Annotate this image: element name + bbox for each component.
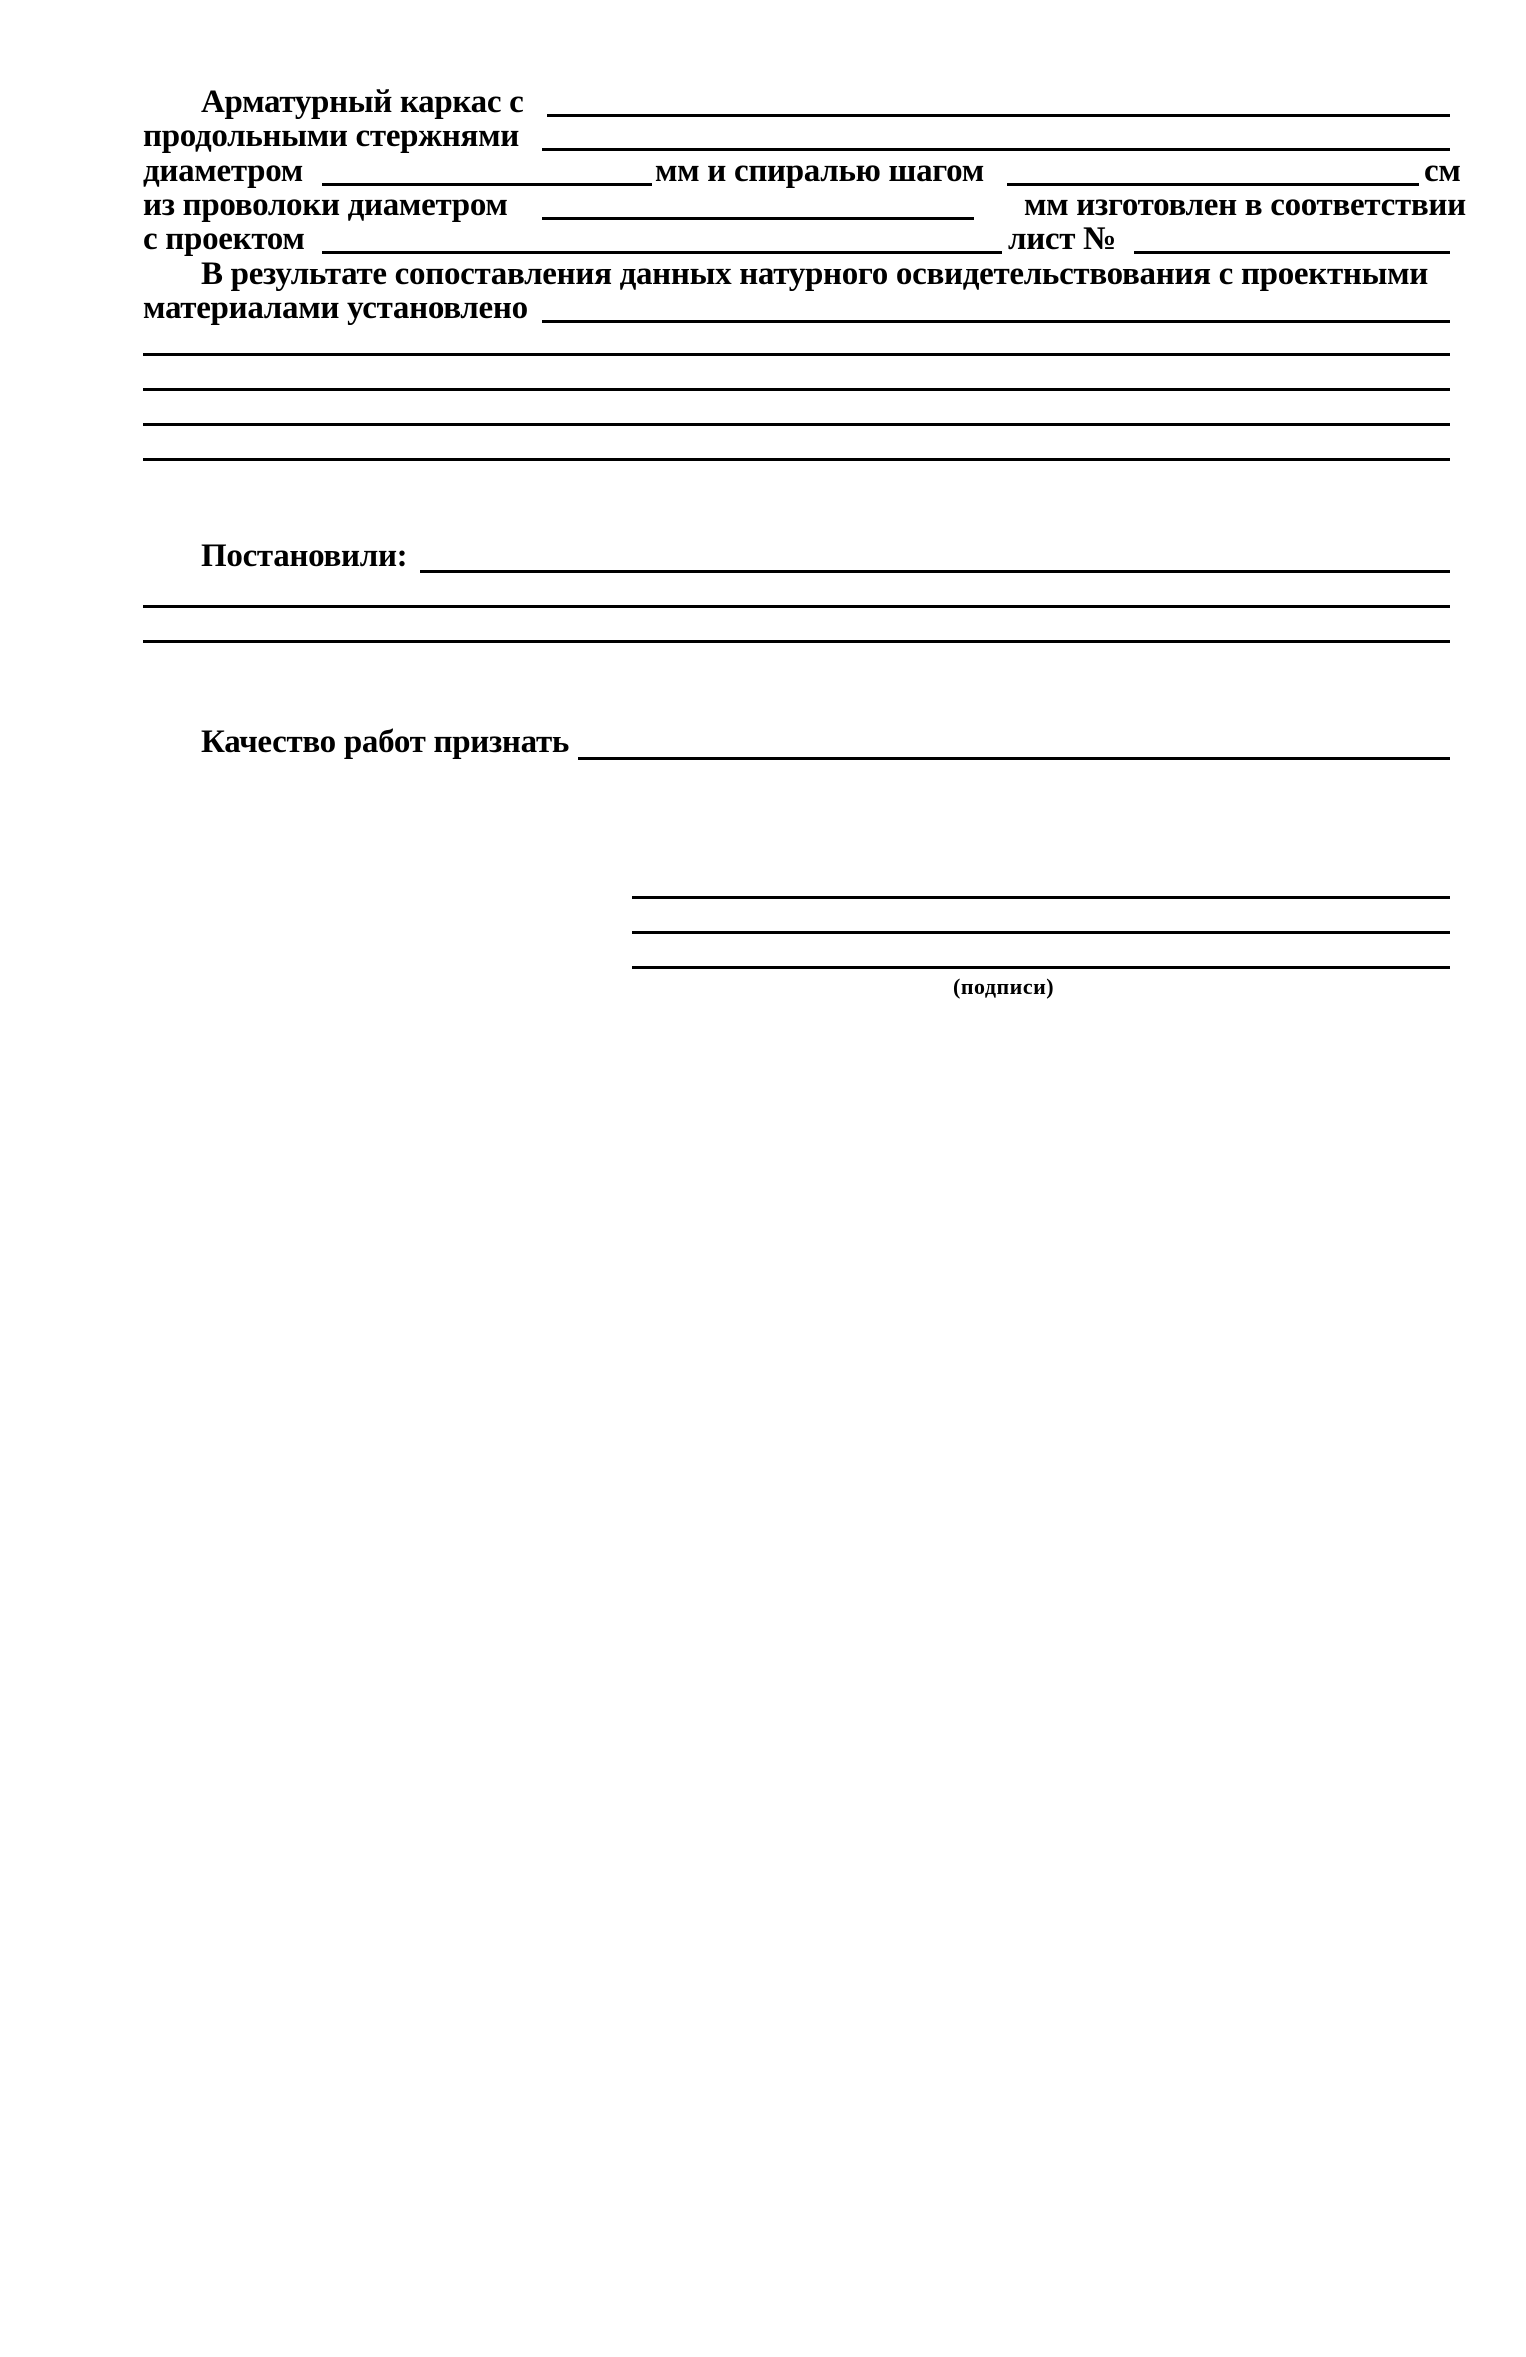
rod-diameter-field[interactable] bbox=[322, 183, 652, 186]
frame-type-field[interactable] bbox=[547, 114, 1450, 117]
quality-field[interactable] bbox=[578, 757, 1450, 760]
mm-made-according-label: мм изготовлен в соответствии bbox=[1024, 187, 1466, 223]
established-field-line-3[interactable] bbox=[143, 388, 1450, 391]
established-field-line-2[interactable] bbox=[143, 353, 1450, 356]
resolved-field-line-2[interactable] bbox=[143, 605, 1450, 608]
longitudinal-rods-field[interactable] bbox=[542, 148, 1450, 151]
with-project-label: с проектом bbox=[143, 221, 305, 257]
established-field-line-1[interactable] bbox=[542, 320, 1450, 323]
resolved-field-line-3[interactable] bbox=[143, 640, 1450, 643]
wire-diameter-label: из проволоки диаметром bbox=[143, 187, 508, 223]
sheet-number-field[interactable] bbox=[1134, 251, 1450, 254]
diameter-label: диаметром bbox=[143, 153, 303, 189]
comparison-text: В результате сопоставления данных натурного освидетельствования с проектными bbox=[201, 256, 1428, 292]
signature-line-3[interactable] bbox=[632, 966, 1450, 969]
project-field[interactable] bbox=[322, 251, 1002, 254]
longitudinal-rods-label: продольными стержнями bbox=[143, 118, 520, 154]
wire-diameter-field[interactable] bbox=[542, 217, 974, 220]
quality-recognize-label: Качество работ признать bbox=[201, 724, 570, 760]
signature-line-2[interactable] bbox=[632, 931, 1450, 934]
established-field-line-5[interactable] bbox=[143, 458, 1450, 461]
established-field-line-4[interactable] bbox=[143, 423, 1450, 426]
sheet-no-label: лист № bbox=[1008, 221, 1116, 257]
signatures-caption: (подписи) bbox=[953, 974, 1055, 999]
resolved-label: Постановили: bbox=[201, 538, 408, 574]
frame-prefix-label: Арматурный каркас с bbox=[201, 84, 524, 120]
materials-established-label: материалами установлено bbox=[143, 290, 528, 326]
spiral-step-field[interactable] bbox=[1007, 183, 1419, 186]
resolved-field-line-1[interactable] bbox=[420, 570, 1450, 573]
cm-label: см bbox=[1424, 153, 1461, 189]
signature-line-1[interactable] bbox=[632, 896, 1450, 899]
mm-spiral-step-label: мм и спиралью шагом bbox=[655, 153, 984, 189]
